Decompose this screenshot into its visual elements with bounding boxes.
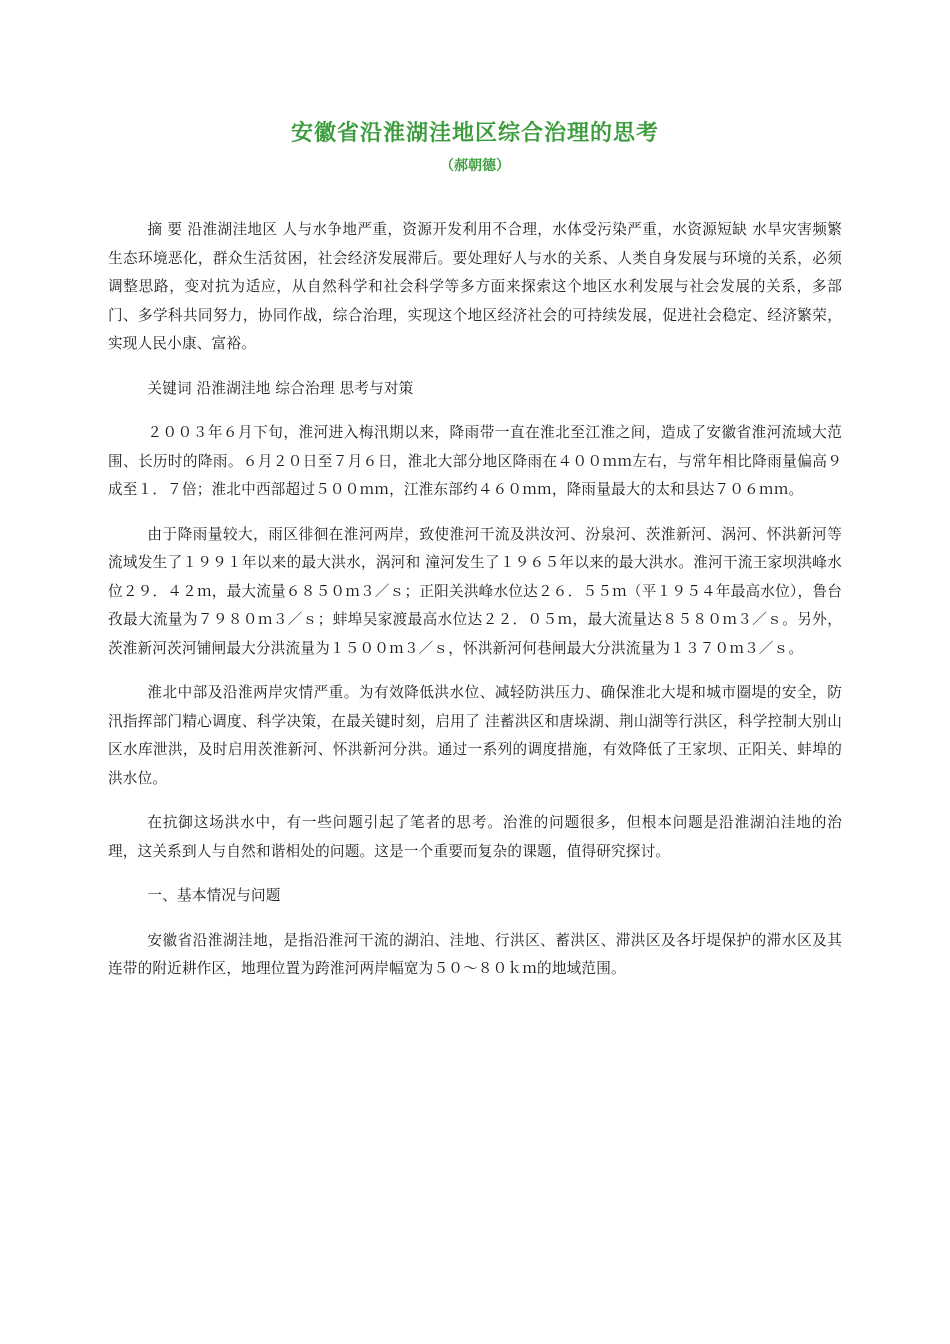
section-heading: 一、基本情况与问题 [147,887,281,904]
body-paragraph: 安徽省沿淮湖洼地，是指沿淮河干流的湖泊、洼地、行洪区、蓄洪区、滞洪区及各圩堤保护的滞水区及其连带的附近耕作区，地理位置为跨淮河两岸幅宽为５０～８０ｋｍ的地域范围。 [108,931,842,977]
document-author: （郝朝德） [440,158,510,174]
body-paragraph: 淮北中部及沿淮两岸灾情严重。为有效降低洪水位、减轻防洪压力、确保淮北大堤和城市圈堤的安全，防汛指挥部门精心调度、科学决策，在最关键时刻，启用了 洼蓄洪区和唐垛湖、荆山湖等行洪区，科学控制大别山区水库泄洪，及时启用茨淮新河、怀洪新河分洪。通过一系列的调度措施，有效降低了王家坝、正阳关、蚌埠的洪水位。 [108,684,842,787]
document-body [108,216,842,1000]
keywords-paragraph: 关键词 沿淮湖洼地 综合治理 思考与对策 [147,379,414,397]
body-paragraph: 在抗御这场洪水中，有一些问题引起了笔者的思考。治淮的问题很多，但根本问题是沿淮湖泊洼地的治理，这关系到人与自然和谐相处的问题。这是一个重要而复杂的课题，值得研究探讨。 [108,814,842,860]
body-paragraph: 由于降雨量较大，雨区徘徊在淮河两岸，致使淮河干流及洪汝河、汾泉河、茨淮新河、涡河、怀洪新河等流域发生了１９９１年以来的最大洪水，涡河和 潼河发生了１９６５年以来的最大洪水。淮河干流王家坝洪峰水位２９．４２ｍ，最大流量６８５０ｍ３／ｓ；正阳关洪峰水位达２６．５５ｍ（平１９５４年最高水位），鲁台孜最大流量为７９８０ｍ３／ｓ；蚌埠吴家渡最高水位达２２．０５ｍ，最大流量达８５８０ｍ３／ｓ。另外，茨淮新河茨河铺闸最大分洪流量为１５００ｍ３／ｓ，怀洪新河何巷闸最大分洪流量为１３７０ｍ３／ｓ。 [108,525,842,657]
body-paragraph: ２００３年６月下旬，淮河进入梅汛期以来，降雨带一直在淮北至江淮之间，造成了安徽省淮河流域大范围、长历时的降雨。６月２０日至７月６日，淮北大部分地区降雨在４００ｍｍ左右，与常年相比降雨量偏高９成至１．７倍；淮北中西部超过５００ｍｍ，江淮东部约４６０ｍｍ，降雨量最大的太和县达７０６ｍｍ。 [108,424,842,498]
document-title: 安徽省沿淮湖洼地区综合治理的思考 [290,121,659,146]
document-page [108,0,842,1344]
abstract-paragraph: 摘 要 沿淮湖洼地区 人与水争地严重，资源开发利用不合理，水体受污染严重，水资源短缺 水旱灾害频繁 生态环境恶化，群众生活贫困，社会经济发展滞后。要处理好人与水的关系、人类自身发展与环境的关系，必须调整思路，变对抗为适应，从自然科学和社会科学等多方面来探索这个地区水利发展与社会发展的关系，多部门、多学科共同努力，协同作战，综合治理，实现这个地区经济社会的可持续发展，促进社会稳定、经济繁荣，实现人民小康、富裕。 [108,221,842,352]
